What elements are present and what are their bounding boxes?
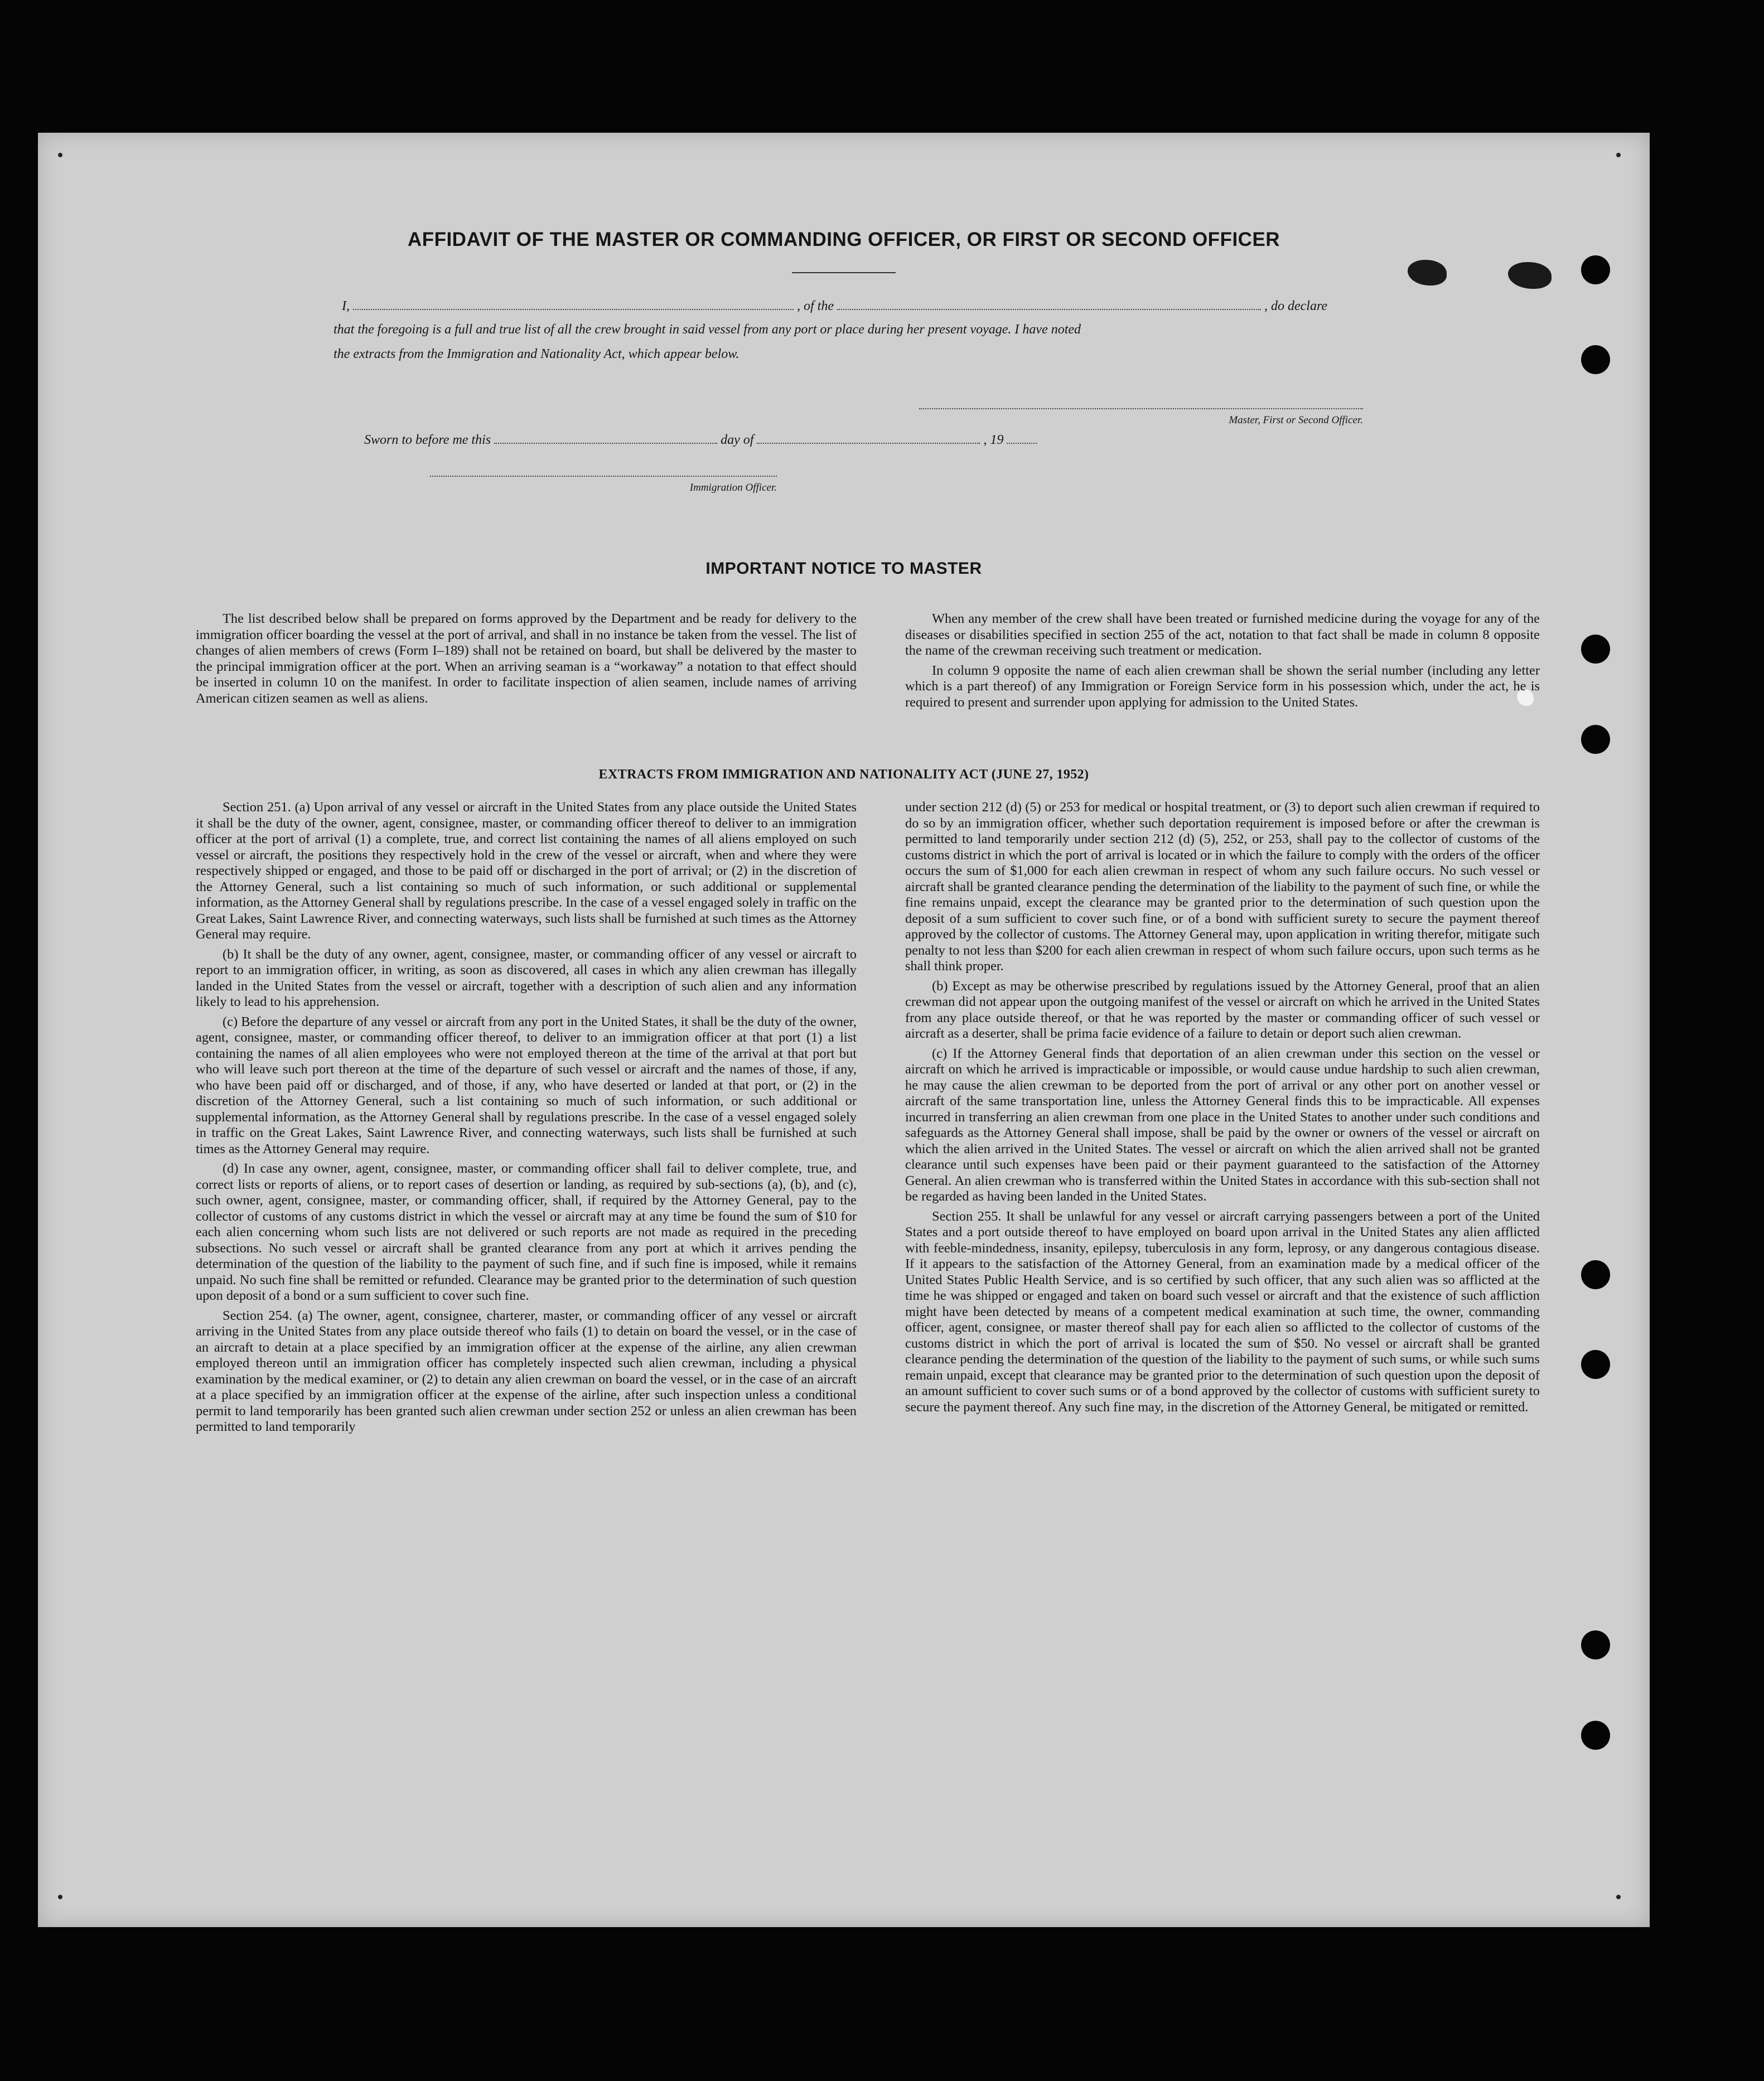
- section-254c: (c) If the Attorney General finds that deportation of an alien crewman under this section on the vessel or aircraft on which he arrived is impracticable or impossible, or would cause undue hardship to such alien crewman, he may cause the alien crewman to be deported from the port of arrival or any other port on another vessel or aircraft of the same transportation line, unless the Attorney General finds this to be impracticable. All expenses incurred in transferring an alien crewman from one place in the United States to another under such conditions and safeguards as the Attorney General shall impose, shall be paid by the owner or owners of the vessel or aircraft on which the alien arrived in the United States. The vessel or aircraft on which the alien arrived shall not be granted clearance until such expenses have been paid or their payment guaranteed to the satisfaction of the Attorney General. An alien crewman who is transferred within the United States in accordance with this sub-section shall not be regarded as having been landed in the United States.: [905, 1046, 1540, 1204]
- ink-blot: [1408, 260, 1447, 285]
- section-255: Section 255. It shall be unlawful for any vessel or aircraft carrying passengers between a port of the United States and a port outside thereof to have employed on board upon arrival in the United States any alien afflicted with feeble-mindedness, insanity, epilepsy, tuberculosis in any form, leprosy, or any dangerous contagious disease. If it appears to the satisfaction of the Attorney General, from an examination made by a medical officer of the United States Public Health Service, and is so certified by such officer, that any such alien was so afflicted at the time he was shipped or engaged and taken on board such vessel or aircraft and that the existence of such affliction might have been detected by means of a competent medical examination at such time, the owner, commanding officer, agent, consignee, or master thereof shall pay for each alien so afflicted to the collector of customs of the customs district in which the port of arrival is located the sum of $50. No vessel or aircraft shall be granted clearance pending the determination of the question of the liability to the payment of such sums, or while such sums remain unpaid, except that clearance may be granted prior to the determination of such question upon the deposit of an amount sufficient to cover such sums or of a bond approved by the collector of customs with sufficient surety to secure the payment thereof. Any such fine may, in the discretion of the Attorney General, be mitigated or remitted.: [905, 1208, 1540, 1415]
- notice-paragraph: The list described below shall be prepared on forms approved by the Department and be ready for delivery to the immigration officer boarding the vessel at the port of arrival, and shall in no instance be taken from the vessel. The list of changes of alien members of crews (Form I–189) shall not be retained on board, but shall be delivered by the master to the principal immigration officer at the port. When an arriving seaman is a “workaway” a notation to that effect should be inserted in column 10 on the manifest. In order to facilitate inspection of alien seamen, include names of arriving American citizen seamen as well as aliens.: [196, 611, 857, 706]
- notice-paragraph: In column 9 opposite the name of each alien crewman shall be shown the serial number (including any letter which is a part thereof) of any Immigration or Foreign Service form in his possession which, under the act, he is required to present and surrender upon applying for admission to the United States.: [905, 662, 1540, 710]
- notice-title: IMPORTANT NOTICE TO MASTER: [705, 559, 982, 578]
- officer-signature-line[interactable]: [430, 476, 777, 477]
- punch-hole: [1581, 1260, 1610, 1289]
- affidavit-line-1: [342, 298, 1327, 314]
- sworn-day-field[interactable]: [494, 432, 717, 444]
- corner-mark: [1616, 1895, 1621, 1899]
- notice-paragraph: When any member of the crew shall have been treated or furnished medicine during the voyage for any of the diseases or disabilities specified in section 255 of the act, notation to that fact shall be made in column 8 opposite the name of the crewman receiving such treatment or medication.: [905, 611, 1540, 658]
- punch-hole: [1581, 1350, 1610, 1379]
- section-251b: (b) It shall be the duty of any owner, agent, consignee, master, or commanding officer of any vessel or aircraft to report to an immigration officer, in writing, as soon as discovered, all cases in which any alien crewman has illegally landed in the United States from the vessel or aircraft, together with a description of such alien and any information likely to lead to his apprehension.: [196, 946, 857, 1009]
- master-signature-label: Master, First or Second Officer.: [1229, 414, 1363, 426]
- section-251a: Section 251. (a) Upon arrival of any vessel or aircraft in the United States from any place outside the United States it shall be the duty of the owner, agent, consignee, master, or commanding officer thereof to deliver to an immigration officer at the port of arrival (1) a complete, true, and correct list containing the names of all aliens employed on such vessel or aircraft, the positions they respectively hold in the crew of the vessel or aircraft, when and where they were respectively shipped or engaged, and those to be paid off or discharged in the port of arrival; or (2) in the discretion of the Attorney General, such a list containing so much of such information, or such additional or supplemental information, as the Attorney General shall by regulations prescribe. In the case of a vessel engaged solely in traffic on the Great Lakes, Saint Lawrence River, and connecting waterways, such lists shall be furnished at such times as the Attorney General may require.: [196, 800, 857, 942]
- corner-mark: [58, 1895, 62, 1899]
- notice-left-column: [196, 611, 857, 706]
- punch-hole: [1581, 345, 1610, 374]
- section-254b: (b) Except as may be otherwise prescribed by regulations issued by the Attorney General, proof that an alien crewman did not appear upon the outgoing manifest of the vessel or aircraft on which he arrived in the United States from any place outside thereof, or that he was reported by the master or commanding officer of such vessel or aircraft as a deserter, shall be prima facie evidence of a failure to detain or deport such alien crewman.: [905, 978, 1540, 1041]
- extracts-right-column: [905, 800, 1540, 1415]
- punch-hole: [1581, 725, 1610, 754]
- label-sworn: Sworn to before me this: [364, 433, 491, 447]
- officer-signature-label: Immigration Officer.: [689, 482, 777, 493]
- corner-mark: [1616, 153, 1621, 157]
- punch-hole: [1581, 1721, 1610, 1750]
- punch-hole: [1581, 1630, 1610, 1659]
- sworn-month-field[interactable]: [757, 432, 980, 444]
- punch-hole: [1581, 635, 1610, 664]
- label-day-of: day of: [721, 433, 754, 447]
- extracts-left-column: [196, 800, 857, 1435]
- affidavit-line-3: the extracts from the Immigration and Nationality Act, which appear below.: [334, 347, 740, 361]
- section-251c: (c) Before the departure of any vessel or aircraft from any port in the United States, it shall be the duty of the owner, agent, consignee, master, or commanding officer thereof, to deliver to an immigration officer at that port (1) a list containing the names of all alien employees who were not employed thereon at the time of the arrival at that port but who will leave such port thereon at the time of the departure of such vessel or aircraft and the names of those, if any, who have been paid off or discharged, and of those, if any, who have deserted or landed at that port, or (2) in the discretion of the Attorney General, such a list containing so much of such information, or such additional or supplemental information, as the Attorney General shall by regulations prescribe. In the case of a vessel engaged solely in traffic on the Great Lakes, Saint Lawrence River, and connecting waterways, such lists shall be furnished at such times as the Attorney General may require.: [196, 1014, 857, 1156]
- label-of-the: , of the: [797, 299, 834, 313]
- affidavit-title: AFFIDAVIT OF THE MASTER OR COMMANDING OFFICER, OR FIRST OR SECOND OFFICER: [407, 229, 1280, 250]
- label-year: , 19: [983, 433, 1004, 447]
- sworn-line: [364, 432, 1037, 448]
- section-254a: Section 254. (a) The owner, agent, consignee, charterer, master, or commanding officer of any vessel or aircraft arriving in the United States from any place outside thereof who fails (1) to detain on board the vessel, or in the case of an aircraft to detain at a place specified by an immigration officer at the expense of the airline, any alien crewman employed thereon until an immigration officer has completely inspected such alien crewman, including a physical examination by the medical examiner, or (2) to detain any alien crewman on board the vessel, or in the case of an aircraft at a place specified by an immigration officer at the expense of the airline, after such inspection unless a conditional permit to land temporarily has been granted such alien crewman under section 252 or unless an alien crewman has been permitted to land temporarily: [196, 1308, 857, 1434]
- label-i: I,: [342, 299, 350, 313]
- affidavit-line-2: that the foregoing is a full and true list of all the crew brought in said vessel from any port or place during her present voyage. I have noted: [334, 322, 1081, 337]
- bleed-through-text: [1521, 467, 1530, 484]
- section-254a-cont: under section 212 (d) (5) or 253 for medical or hospital treatment, or (3) to deport such alien crewman if required to do so by an immigration officer, whether such deportation requirement is imposed before or after the crewman is permitted to land temporarily under section 212 (d) (5), 252, or 253, shall pay to the collector of customs of the customs district in which the port of arrival is located or in which the failure to comply with the orders of the officer occurs the sum of $1,000 for each alien crewman in respect of whom any such failure occurs. No such vessel or aircraft shall be granted clearance pending the determination of the liability to the payment of such fine, or while the fine remains unpaid, except the clearance may be granted prior to the determination of such question upon the deposit of a sum sufficient to cover such fine, or of a bond with sufficient surety to secure the payment thereof approved by the collector of customs. The Attorney General may, upon application in writing therefor, mitigate such penalty to not less than $200 for each alien crewman in respect of whom such failure occurs, upon such terms as he shall think proper.: [905, 800, 1540, 974]
- title-rule: [792, 272, 896, 273]
- corner-mark: [58, 153, 62, 157]
- vessel-field[interactable]: [837, 298, 1261, 310]
- label-do-declare: , do declare: [1264, 299, 1328, 313]
- extracts-title: EXTRACTS FROM IMMIGRATION AND NATIONALITY ACT (JUNE 27, 1952): [598, 767, 1089, 782]
- section-251d: (d) In case any owner, agent, consignee, master, or commanding officer shall fail to deliver complete, true, and correct lists or reports of aliens, or to report cases of desertion or landing, as required by sub-sections (a), (b), and (c), such owner, agent, consignee, master, or commanding officer, shall, if required by the Attorney General, pay to the collector of customs of any customs district in which the vessel or aircraft may at any time be found the sum of $10 for each alien concerning whom such lists are not delivered or such reports are not made as required in the preceding subsections. No such vessel or aircraft shall be granted clearance from any port at which it arrives pending the determination of the question of the liability to the payment of such fine, and if such fine is imposed, while it remains unpaid. No such fine shall be remitted or refunded. Clearance may be granted prior to the determination of such question upon deposit of a bond or a sum sufficient to cover such fine.: [196, 1161, 857, 1303]
- name-field[interactable]: [353, 298, 794, 310]
- punch-hole: [1581, 255, 1610, 284]
- ink-blot: [1508, 262, 1552, 289]
- notice-right-column: [905, 611, 1540, 710]
- document-page: [38, 133, 1650, 1927]
- sworn-year-field[interactable]: [1007, 432, 1037, 444]
- master-signature-line[interactable]: [919, 408, 1363, 409]
